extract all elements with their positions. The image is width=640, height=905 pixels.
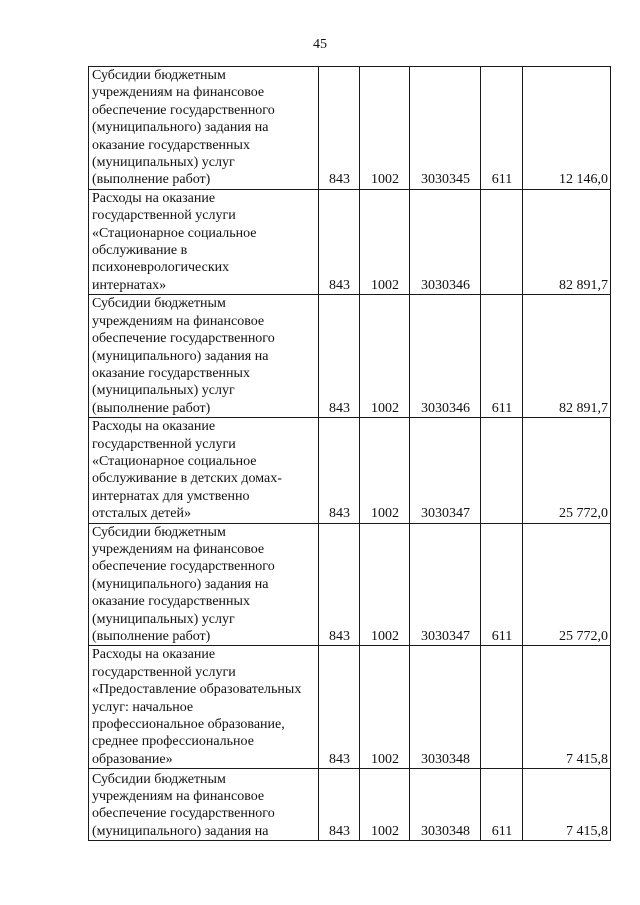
budget-table [88, 66, 611, 841]
row-name-cell: Расходы на оказание государственной услуги «Стационарное социальное обслуживание в детских домах- интернатах для умственно отсталых детей» [89, 418, 319, 523]
expense-type-cell: 611 [481, 523, 523, 646]
section-code-cell: 1002 [360, 418, 410, 523]
section-code-cell: 1002 [360, 295, 410, 418]
expense-type-cell [481, 189, 523, 294]
row-name-cell: Расходы на оказание государственной услуги «Стационарное социальное обслуживание в психоневрологических интернатах» [89, 189, 319, 294]
amount-cell: 25 772,0 [523, 418, 611, 523]
expense-type-cell: 611 [481, 67, 523, 190]
target-article-cell: 3030346 [410, 189, 481, 294]
section-code-cell: 1002 [360, 769, 410, 841]
expense-type-cell: 611 [481, 295, 523, 418]
amount-cell: 82 891,7 [523, 295, 611, 418]
row-name-cell: Расходы на оказание государственной услуги «Предоставление образовательных услуг: начальное профессиональное образование, среднее профессиональное образование» [89, 646, 319, 769]
expense-type-cell: 611 [481, 769, 523, 841]
page-number: 45 [313, 37, 327, 52]
amount-cell: 12 146,0 [523, 67, 611, 190]
department-code-cell: 843 [319, 295, 360, 418]
row-name-cell: Субсидии бюджетным учреждениям на финансовое обеспечение государственного (муниципального) задания на оказание государственных (муниципальных) услуг (выполнение работ) [89, 67, 319, 190]
table-row [89, 295, 611, 418]
amount-cell: 25 772,0 [523, 523, 611, 646]
table-row [89, 646, 611, 769]
department-code-cell: 843 [319, 67, 360, 190]
department-code-cell: 843 [319, 418, 360, 523]
section-code-cell: 1002 [360, 67, 410, 190]
section-code-cell: 1002 [360, 189, 410, 294]
department-code-cell: 843 [319, 769, 360, 841]
section-code-cell: 1002 [360, 646, 410, 769]
section-code-cell: 1002 [360, 523, 410, 646]
expense-type-cell [481, 418, 523, 523]
amount-cell: 82 891,7 [523, 189, 611, 294]
row-name-cell: Субсидии бюджетным учреждениям на финансовое обеспечение государственного (муниципального) задания на [89, 769, 319, 841]
expense-type-cell [481, 646, 523, 769]
amount-cell: 7 415,8 [523, 769, 611, 841]
department-code-cell: 843 [319, 646, 360, 769]
table-row [89, 523, 611, 646]
amount-cell: 7 415,8 [523, 646, 611, 769]
target-article-cell: 3030346 [410, 295, 481, 418]
table-row [89, 418, 611, 523]
department-code-cell: 843 [319, 189, 360, 294]
target-article-cell: 3030347 [410, 523, 481, 646]
target-article-cell: 3030348 [410, 769, 481, 841]
row-name-cell: Субсидии бюджетным учреждениям на финансовое обеспечение государственного (муниципального) задания на оказание государственных (муниципальных) услуг (выполнение работ) [89, 523, 319, 646]
department-code-cell: 843 [319, 523, 360, 646]
target-article-cell: 3030348 [410, 646, 481, 769]
table-row [89, 189, 611, 294]
table-row [89, 67, 611, 190]
row-name-cell: Субсидии бюджетным учреждениям на финансовое обеспечение государственного (муниципального) задания на оказание государственных (муниципальных) услуг (выполнение работ) [89, 295, 319, 418]
table-row [89, 769, 611, 841]
target-article-cell: 3030345 [410, 67, 481, 190]
target-article-cell: 3030347 [410, 418, 481, 523]
